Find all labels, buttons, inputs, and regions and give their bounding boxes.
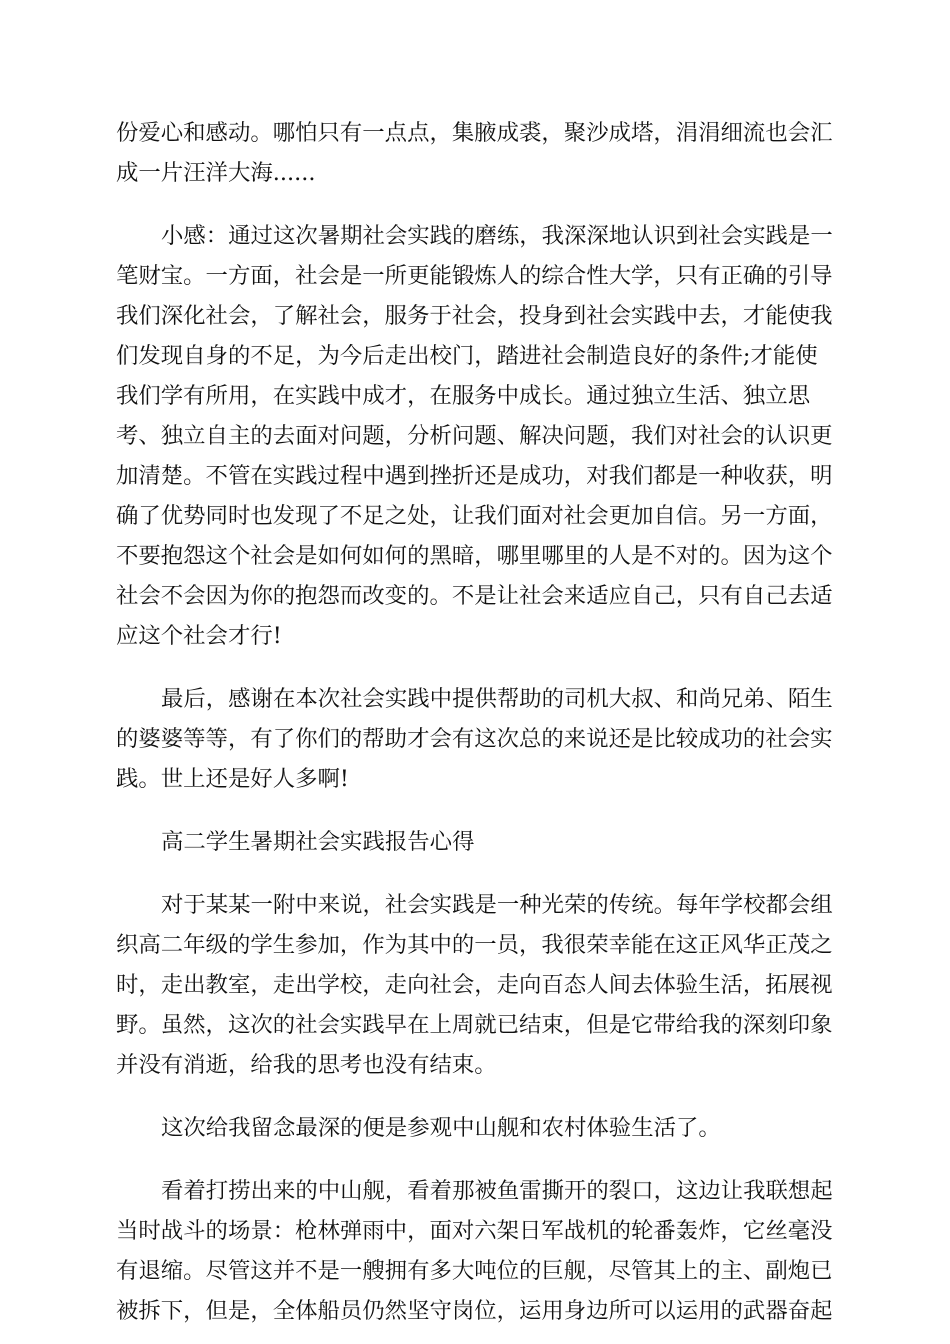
text-line: 的婆婆等等，有了你们的帮助才会有这次总的来说还是比较成功的社会实 bbox=[116, 726, 833, 752]
document-page bbox=[116, 113, 836, 1331]
text-line: 对于某某一附中来说，社会实践是一种光荣的传统。每年学校都会组 bbox=[161, 892, 833, 918]
text-line: 社会不会因为你的抱怨而改变的。不是让社会来适应自己，只有自己去适 bbox=[116, 583, 833, 609]
text-line: 份爱心和感动。哪怕只有一点点，集腋成裘，聚沙成塔，涓涓细流也会汇 bbox=[116, 120, 833, 146]
paragraph-2 bbox=[116, 216, 836, 656]
text-line: 笔财宝。一方面，社会是一所更能锻炼人的综合性大学，只有正确的引导 bbox=[116, 263, 833, 289]
paragraph-1 bbox=[116, 113, 836, 193]
text-line: 成一片汪洋大海...... bbox=[116, 160, 316, 186]
text-line: 确了优势同时也发现了不足之处，让我们面对社会更加自信。另一方面， bbox=[116, 503, 833, 529]
text-line: 小感：通过这次暑期社会实践的磨练，我深深地认识到社会实践是一 bbox=[161, 223, 833, 249]
text-line: 们发现自身的不足，为今后走出校门，踏进社会制造良好的条件;才能使 bbox=[116, 343, 818, 369]
text-line: 有退缩。尽管这并不是一艘拥有多大吨位的巨舰，尽管其上的主、副炮已 bbox=[116, 1258, 833, 1284]
text-line: 我们深化社会，了解社会，服务于社会，投身到社会实践中去，才能使我 bbox=[116, 303, 833, 329]
text-line: 践。世上还是好人多啊! bbox=[116, 766, 349, 792]
text-line: 考、独立自主的去面对问题，分析问题、解决问题，我们对社会的认识更 bbox=[116, 423, 833, 449]
text-line: 织高二年级的学生参加，作为其中的一员，我很荣幸能在这正风华正茂之 bbox=[116, 932, 833, 958]
text-line: 不要抱怨这个社会是如何如何的黑暗，哪里哪里的人是不对的。因为这个 bbox=[116, 543, 833, 569]
text-line: 并没有消逝，给我的思考也没有结束。 bbox=[116, 1052, 497, 1078]
text-line: 时，走出教室，走出学校，走向社会，走向百态人间去体验生活，拓展视 bbox=[116, 972, 833, 998]
text-line: 野。虽然，这次的社会实践早在上周就已结束，但是它带给我的深刻印象 bbox=[116, 1012, 833, 1038]
heading-text: 高二学生暑期社会实践报告心得 bbox=[161, 829, 475, 855]
paragraph-7 bbox=[116, 1171, 836, 1331]
text-line: 被拆下，但是，全体船员仍然坚守岗位，运用身边所可以运用的武器奋起 bbox=[116, 1298, 833, 1324]
text-line: 看着打捞出来的中山舰，看着那被鱼雷撕开的裂口，这边让我联想起 bbox=[161, 1178, 833, 1204]
paragraph-3 bbox=[116, 679, 836, 799]
text-line: 当时战斗的场景：枪林弹雨中，面对六架日军战机的轮番轰炸，它丝毫没 bbox=[116, 1218, 833, 1244]
text-line: 加清楚。不管在实践过程中遇到挫折还是成功，对我们都是一种收获，明 bbox=[116, 463, 833, 489]
section-heading bbox=[116, 822, 836, 862]
text-line: 我们学有所用，在实践中成才，在服务中成长。通过独立生活、独立思 bbox=[116, 383, 811, 409]
text-line: 这次给我留念最深的便是参观中山舰和农村体验生活了。 bbox=[161, 1115, 721, 1141]
paragraph-6 bbox=[116, 1108, 836, 1148]
text-line: 应这个社会才行! bbox=[116, 623, 282, 649]
text-line: 最后，感谢在本次社会实践中提供帮助的司机大叔、和尚兄弟、陌生 bbox=[161, 686, 833, 712]
paragraph-5 bbox=[116, 885, 836, 1085]
